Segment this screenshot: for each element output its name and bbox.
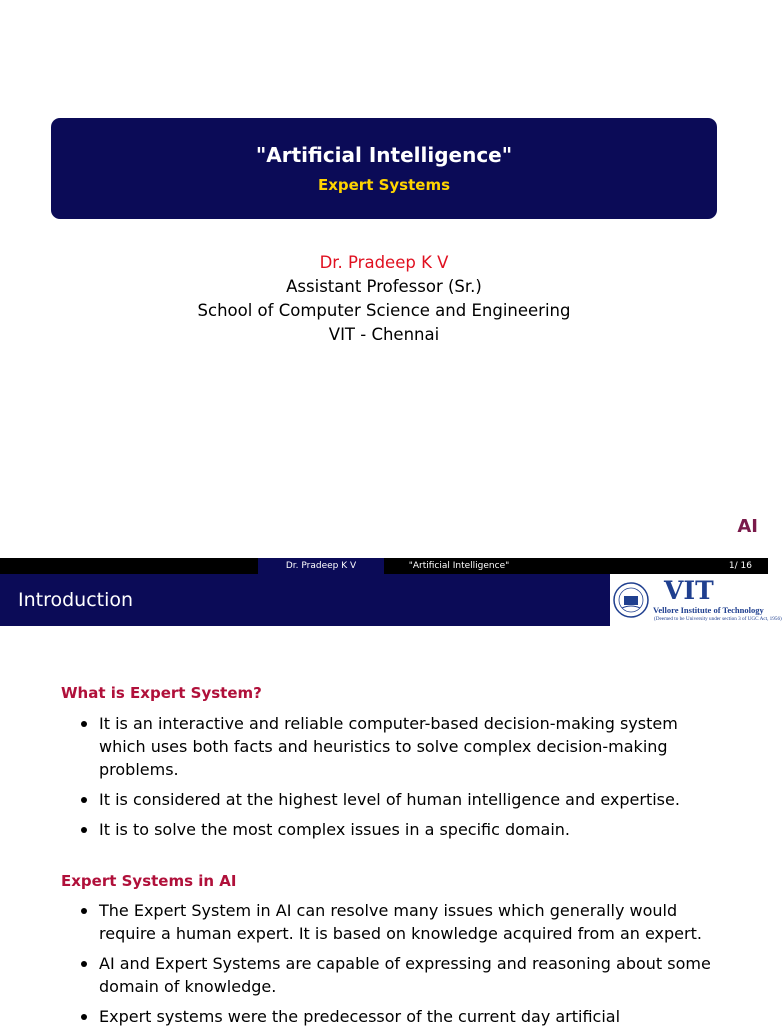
slide-footer (0, 558, 768, 574)
section-title-expert-systems-in-ai: Expert Systems in AI (61, 872, 237, 890)
bullet-list-expert-systems-in-ai (78, 899, 728, 1035)
author-block (0, 251, 768, 347)
frame-title: Introduction (18, 589, 134, 611)
presentation-subtitle: Expert Systems (317, 176, 451, 194)
vit-logo (610, 574, 782, 626)
author-name: Dr. Pradeep K V (319, 253, 449, 272)
list-item: It is an interactive and reliable computer-based decision-making system which uses both facts and heuristics to solve complex decision-making problems. (78, 712, 728, 781)
section-title-what-is: What is Expert System? (61, 684, 262, 702)
list-item: It is considered at the highest level of human intelligence and expertise. (78, 788, 728, 811)
list-item: Expert systems were the predecessor of the current day artificial (78, 1005, 728, 1028)
footer-author: Dr. Pradeep K V (258, 558, 384, 574)
list-item: It is to solve the most complex issues in a specific domain. (78, 818, 728, 841)
ai-badge: AI (737, 516, 758, 537)
bullet-list-what-is (78, 712, 728, 848)
author-school: School of Computer Science and Engineering (197, 301, 571, 320)
logo-full-name: Vellore Institute of Technology (653, 605, 764, 615)
presentation-title: "Artificial Intelligence" (255, 143, 513, 167)
footer-title: "Artificial Intelligence" (384, 558, 534, 574)
list-item: The Expert System in AI can resolve many issues which generally would require a human expert. It is based on knowledge acquired from an expert. (78, 899, 728, 945)
list-item: AI and Expert Systems are capable of expressing and reasoning about some domain of knowledge. (78, 952, 728, 998)
author-institution: VIT - Chennai (328, 325, 440, 344)
footer-page-number: 1/ 16 (728, 561, 752, 571)
title-box (51, 118, 717, 219)
logo-vit-text: VIT (664, 576, 714, 605)
author-position: Assistant Professor (Sr.) (286, 277, 482, 296)
frame-header (0, 574, 610, 626)
vit-seal-icon (612, 580, 650, 620)
logo-note: (Deemed to be University under section 3 of UGC Act, 1956) (654, 616, 782, 622)
